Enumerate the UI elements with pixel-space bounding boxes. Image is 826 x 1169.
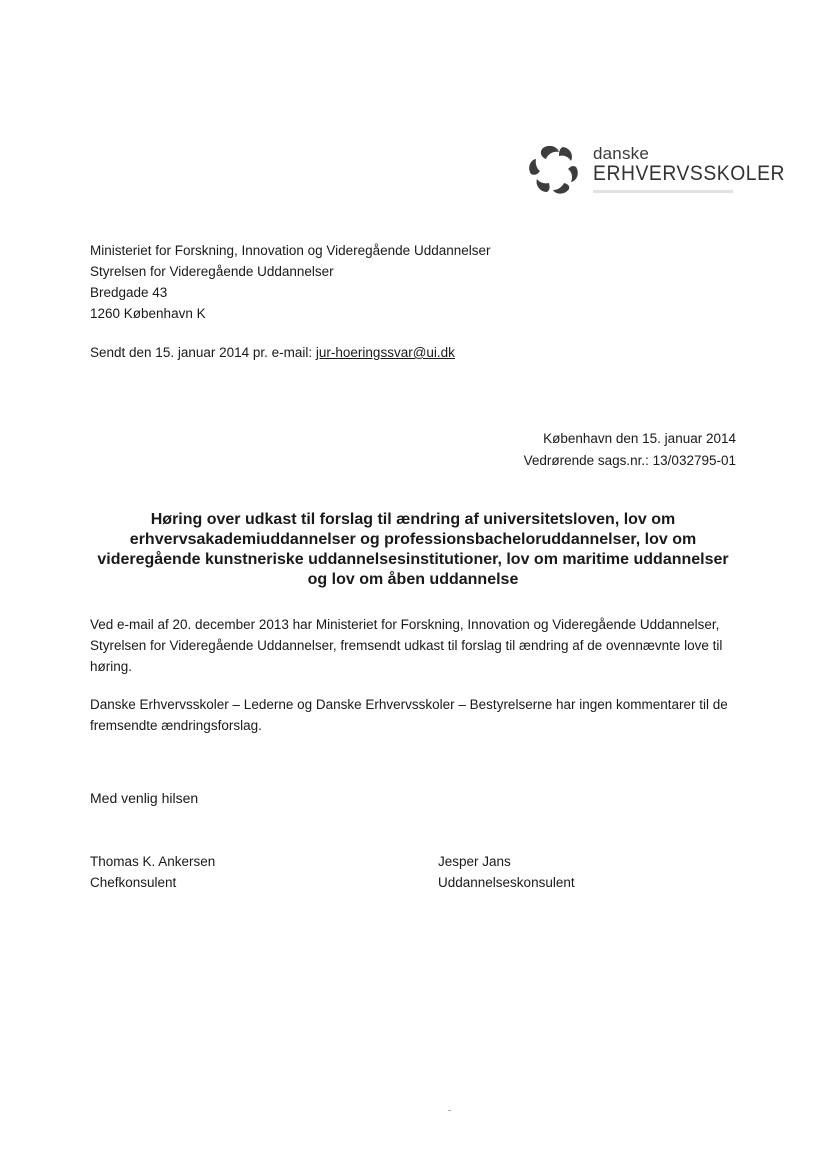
recipient-line-4: 1260 København K <box>90 306 206 321</box>
sent-line <box>90 345 455 360</box>
title-line-3: videregående kunstneriske uddannelsesinstitutioner, lov om maritime uddannelser <box>97 551 729 568</box>
body-paragraph-1: Ved e-mail af 20. december 2013 har Ministeriet for Forskning, Innovation og Videregående Uddannelser, Styrelsen for Videregående Uddannelser, fremsendt udkast til forslag til ændring af de ovennævnte love til høring. <box>90 617 723 674</box>
recipient-line-1: Ministeriet for Forskning, Innovation og Videregående Uddannelser <box>90 243 491 258</box>
title-line-2: erhvervsakademiuddannelser og professionsbacheloruddannelser, lov om <box>129 531 697 548</box>
logo-text-danske: danske <box>593 144 650 163</box>
signature-right-title: Uddannelseskonsulent <box>438 875 575 890</box>
title-line-4: og lov om åben uddannelse <box>307 571 519 588</box>
body-paragraph-2: Danske Erhvervsskoler – Lederne og Danske Erhvervsskoler – Bestyrelserne har ingen kommentarer til de fremsendte ændringsforslag. <box>90 697 728 733</box>
case-number: Vedrørende sags.nr.: 13/032795-01 <box>523 453 736 468</box>
sent-prefix: Sendt den 15. januar 2014 pr. e-mail: <box>90 345 316 360</box>
title-line-1: Høring over udkast til forslag til ændring af universitetsloven, lov om <box>150 511 676 528</box>
closing-greeting: Med venlig hilsen <box>90 790 199 806</box>
recipient-address <box>90 240 491 324</box>
signature-left-title: Chefkonsulent <box>90 875 177 890</box>
letter-title <box>90 510 736 590</box>
organization-logo <box>527 142 786 198</box>
recipient-line-3: Bredgade 43 <box>90 285 168 300</box>
letter-date: København den 15. januar 2014 <box>543 431 736 446</box>
date-block <box>524 428 736 472</box>
signature-left-name: Thomas K. Ankersen <box>90 854 216 869</box>
pinwheel-logo-icon <box>527 142 581 196</box>
signature-left <box>90 851 215 893</box>
scan-artifact <box>448 1110 451 1111</box>
signature-right <box>438 851 575 893</box>
recipient-line-2: Styrelsen for Videregående Uddannelser <box>90 264 334 279</box>
email-link[interactable]: jur-hoeringssvar@ui.dk <box>315 345 455 360</box>
logo-text-erhvervsskoler: ERHVERVSSKOLER <box>593 162 786 185</box>
logo-tagline-divider <box>593 190 733 193</box>
signature-right-name: Jesper Jans <box>438 854 511 869</box>
